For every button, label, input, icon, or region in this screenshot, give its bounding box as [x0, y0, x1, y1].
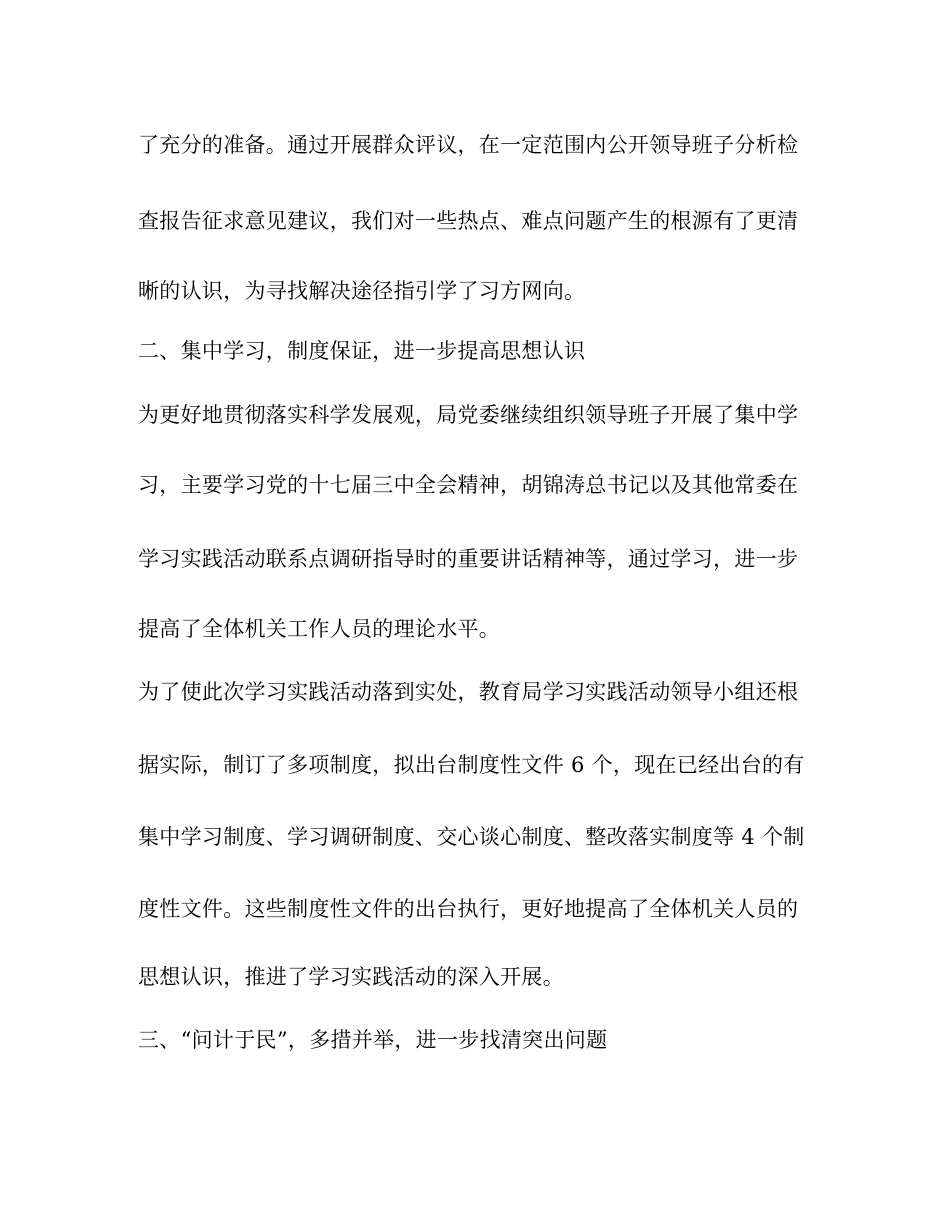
section-heading: 三、“问计于民”，多措并举，进一步找清突出问题: [138, 1028, 608, 1052]
paragraph-line: 据实际，制订了多项制度，拟出台制度性文件 6 个，现在已经出台的有: [138, 753, 805, 777]
paragraph-line: 度性文件。这些制度性文件的出台执行，更好地提高了全体机关人员的: [138, 897, 799, 921]
paragraph-line: 查报告征求意见建议，我们对一些热点、难点问题产生的根源有了更清: [138, 209, 799, 233]
section-heading: 二、集中学习，制度保证，进一步提高思想认识: [138, 339, 586, 363]
paragraph-line: 为了使此次学习实践活动落到实处，教育局学习实践活动领导小组还根: [138, 680, 799, 704]
paragraph-line: 集中学习制度、学习调研制度、交心谈心制度、整改落实制度等 4 个制: [138, 825, 805, 849]
paragraph-line: 为更好地贯彻落实科学发展观，局党委继续组织领导班子开展了集中学: [138, 403, 799, 427]
paragraph-line: 提高了全体机关工作人员的理论水平。: [138, 617, 501, 641]
paragraph-line: 学习实践活动联系点调研指导时的重要讲话精神等，通过学习，进一步: [138, 547, 799, 571]
paragraph-line: 了充分的准备。通过开展群众评议，在一定范围内公开领导班子分析检: [138, 133, 799, 157]
paragraph-line: 思想认识，推进了学习实践活动的深入开展。: [138, 965, 564, 989]
paragraph-line: 习，主要学习党的十七届三中全会精神，胡锦涛总书记以及其他常委在: [138, 473, 799, 497]
paragraph-line: 晰的认识，为寻找解决途径指引学了习方网向。: [138, 279, 586, 303]
